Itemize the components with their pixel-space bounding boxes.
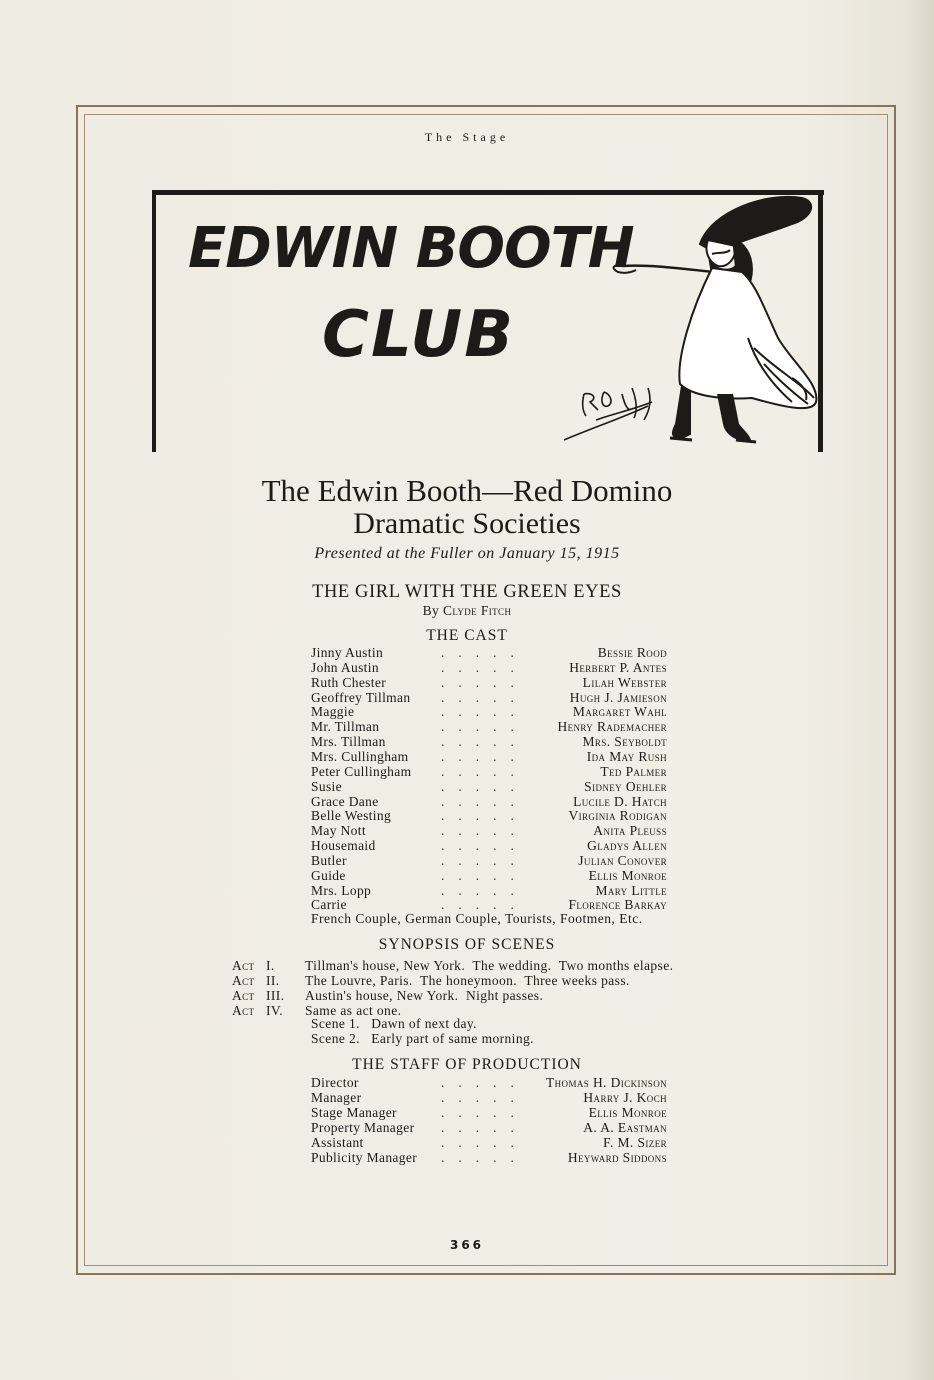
leader-dots: ..... bbox=[441, 734, 528, 750]
cast-row bbox=[311, 704, 667, 719]
staff-role: Stage Manager bbox=[311, 1105, 397, 1120]
staff-row bbox=[311, 1105, 667, 1120]
cast-row bbox=[311, 883, 667, 898]
staff-role: Publicity Manager bbox=[311, 1150, 418, 1165]
cast-role: Maggie bbox=[311, 704, 355, 720]
cast-role: Jinny Austin bbox=[311, 645, 384, 660]
page-number: 366 bbox=[449, 1238, 485, 1252]
act-num: III. bbox=[266, 988, 285, 1003]
leader-dots: ..... bbox=[441, 748, 528, 764]
cast-row bbox=[311, 675, 667, 690]
staff-row bbox=[311, 1075, 667, 1090]
cast-role: Mrs. Cullingham bbox=[311, 748, 409, 764]
staff-row bbox=[311, 1150, 667, 1165]
cast-role: Mrs. Lopp bbox=[311, 882, 372, 898]
leader-dots: ..... bbox=[441, 838, 528, 854]
staff-role: Manager bbox=[311, 1090, 362, 1105]
staff-role: Assistant bbox=[311, 1135, 364, 1150]
leader-dots: ..... bbox=[441, 1105, 528, 1120]
leader-dots: ..... bbox=[441, 793, 528, 809]
leader-dots: ..... bbox=[441, 867, 528, 883]
scene-line: Scene 2. Early part of same morning. bbox=[311, 1031, 534, 1046]
presented-line: Presented at the Fuller on January 15, 1915 bbox=[314, 545, 620, 562]
cast-name: Anita Pleuss bbox=[593, 823, 667, 839]
act-label: Act bbox=[232, 958, 255, 973]
cast-name: Ellis Monroe bbox=[588, 867, 667, 883]
act-desc: Tillman's house, New York. The wedding. Two months elapse. bbox=[305, 958, 674, 973]
leader-dots: ..... bbox=[441, 1090, 528, 1105]
cast-role: Butler bbox=[311, 852, 347, 868]
staff-row bbox=[311, 1120, 667, 1135]
cast-name: Gladys Allen bbox=[587, 838, 667, 854]
cast-title: THE CAST bbox=[426, 627, 508, 644]
cast-role: May Nott bbox=[311, 823, 366, 839]
cast-row bbox=[311, 779, 667, 794]
cast-row bbox=[311, 734, 667, 749]
cast-row bbox=[311, 838, 667, 853]
cast-row bbox=[311, 719, 667, 734]
cast-name: Herbert P. Antes bbox=[569, 659, 667, 675]
act-num: I. bbox=[266, 958, 275, 973]
cast-row bbox=[311, 823, 667, 838]
act-num: II. bbox=[266, 973, 280, 988]
staff-row bbox=[311, 1135, 667, 1150]
cast-name: Margaret Wahl bbox=[572, 704, 667, 720]
act-desc: Austin's house, New York. Night passes. bbox=[305, 988, 544, 1003]
cast-row bbox=[311, 749, 667, 764]
leader-dots: ..... bbox=[441, 852, 528, 868]
staff-title: THE STAFF OF PRODUCTION bbox=[352, 1056, 582, 1073]
staff-name: Thomas H. Dickinson bbox=[546, 1075, 667, 1090]
act-desc: The Louvre, Paris. The honeymoon. Three weeks pass. bbox=[305, 973, 630, 988]
staff-role: Property Manager bbox=[311, 1120, 415, 1135]
leader-dots: ..... bbox=[441, 763, 528, 779]
cast-role: Geoffrey Tillman bbox=[311, 689, 411, 705]
synopsis-title: SYNOPSIS OF SCENES bbox=[378, 936, 556, 953]
cast-row bbox=[311, 794, 667, 809]
banner-title-line1: EDWIN BOOTH bbox=[188, 216, 634, 281]
cast-name: Mary Little bbox=[595, 882, 667, 898]
leader-dots: ..... bbox=[441, 1150, 528, 1165]
cast-name: Sidney Oehler bbox=[584, 778, 667, 794]
leader-dots: ..... bbox=[441, 704, 528, 720]
cast-role: Mr. Tillman bbox=[311, 719, 380, 735]
cast-row bbox=[311, 868, 667, 883]
leader-dots: ..... bbox=[441, 1135, 528, 1150]
author-by: By bbox=[422, 603, 440, 618]
cast-role: John Austin bbox=[311, 659, 379, 675]
cast-extras: French Couple, German Couple, Tourists, Footmen, Etc. bbox=[311, 911, 643, 926]
leader-dots: ..... bbox=[441, 897, 528, 913]
act-label: Act bbox=[232, 988, 255, 1003]
cast-name: Mrs. Seyboldt bbox=[582, 734, 667, 750]
cast-role: Housemaid bbox=[311, 838, 376, 854]
act-label: Act bbox=[232, 1003, 255, 1018]
play-author bbox=[0, 603, 934, 619]
author-name: Clyde Fitch bbox=[442, 603, 512, 618]
staff-role: Director bbox=[311, 1075, 359, 1090]
cast-name: Florence Barkay bbox=[568, 897, 667, 913]
staff-name: Harry J. Koch bbox=[583, 1090, 667, 1105]
cast-name: Lilah Webster bbox=[582, 674, 667, 690]
staff-name: A. A. Eastman bbox=[583, 1120, 667, 1135]
heading-line2: Dramatic Societies bbox=[353, 507, 581, 540]
scene-line: Scene 1. Dawn of next day. bbox=[311, 1016, 477, 1031]
leader-dots: ..... bbox=[441, 659, 528, 675]
cast-row bbox=[311, 645, 667, 660]
cast-name: Ted Palmer bbox=[600, 763, 667, 779]
cast-role: Susie bbox=[311, 778, 343, 794]
cast-name: Ida May Rush bbox=[586, 748, 667, 764]
cast-name: Lucile D. Hatch bbox=[573, 793, 667, 809]
staff-row bbox=[311, 1090, 667, 1105]
cast-row bbox=[311, 764, 667, 779]
leader-dots: ..... bbox=[441, 1075, 528, 1090]
cast-row bbox=[311, 690, 667, 705]
cast-role: Guide bbox=[311, 867, 346, 883]
cast-role: Peter Cullingham bbox=[311, 763, 412, 779]
cast-role: Belle Westing bbox=[311, 808, 392, 824]
cast-row bbox=[311, 808, 667, 823]
banner-title-line2: CLUB bbox=[322, 298, 515, 372]
cast-name: Virginia Rodigan bbox=[568, 808, 667, 824]
staff-name: Heyward Siddons bbox=[567, 1150, 667, 1165]
leader-dots: ..... bbox=[441, 823, 528, 839]
club-banner bbox=[152, 188, 824, 454]
cast-name: Henry Rademacher bbox=[557, 719, 667, 735]
act-label: Act bbox=[232, 973, 255, 988]
act-num: IV. bbox=[266, 1003, 284, 1018]
cast-row bbox=[311, 660, 667, 675]
cast-role: Carrie bbox=[311, 897, 347, 913]
staff-name: F. M. Sizer bbox=[603, 1135, 667, 1150]
cast-role: Ruth Chester bbox=[311, 674, 387, 690]
leader-dots: ..... bbox=[441, 778, 528, 794]
leader-dots: ..... bbox=[441, 719, 528, 735]
cast-role: Grace Dane bbox=[311, 793, 379, 809]
cast-name: Julian Conover bbox=[578, 852, 667, 868]
cast-row bbox=[311, 853, 667, 868]
leader-dots: ..... bbox=[441, 808, 528, 824]
heading-line1: The Edwin Booth—Red Domino bbox=[261, 473, 673, 508]
act-desc: Same as act one. bbox=[305, 1003, 402, 1018]
leader-dots: ..... bbox=[441, 645, 528, 660]
leader-dots: ..... bbox=[441, 674, 528, 690]
cast-name: Hugh J. Jamieson bbox=[569, 689, 667, 705]
cast-name: Bessie Rood bbox=[597, 645, 667, 660]
running-head: The Stage bbox=[424, 130, 510, 144]
play-title: THE GIRL WITH THE GREEN EYES bbox=[312, 582, 622, 602]
leader-dots: ..... bbox=[441, 689, 528, 705]
leader-dots: ..... bbox=[441, 1120, 528, 1135]
leader-dots: ..... bbox=[441, 882, 528, 898]
cast-role: Mrs. Tillman bbox=[311, 734, 386, 750]
staff-name: Ellis Monroe bbox=[588, 1105, 667, 1120]
